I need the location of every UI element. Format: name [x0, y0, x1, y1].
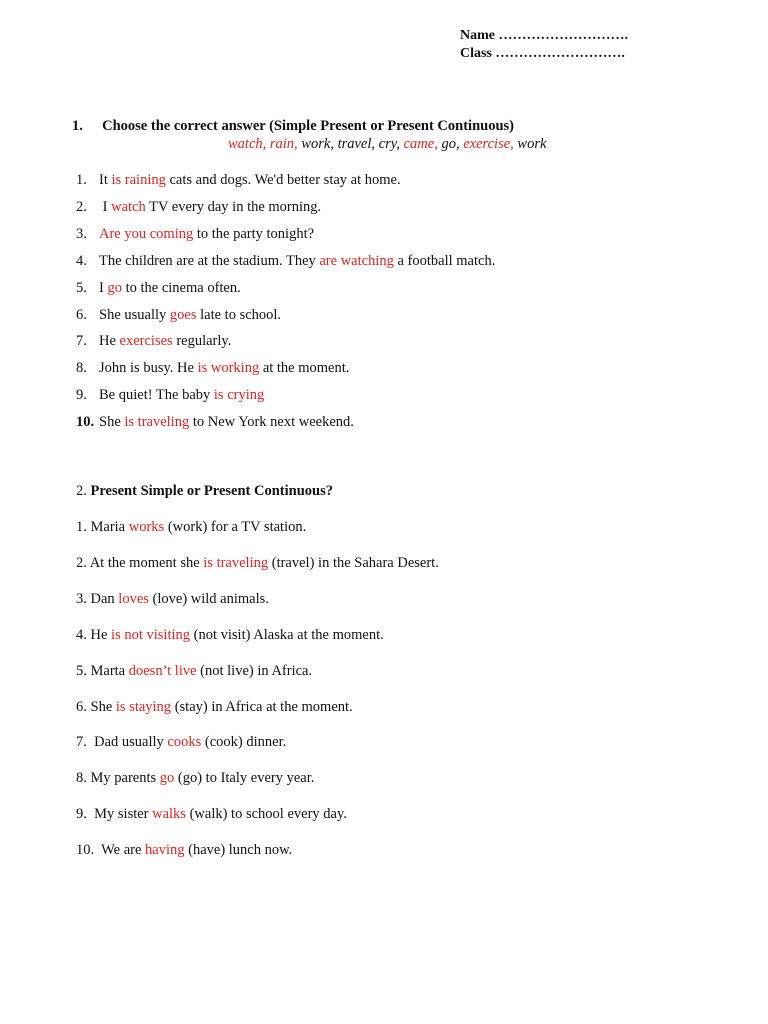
exercise-item — [76, 387, 264, 404]
item-text-before: Marta — [90, 662, 129, 679]
exercise-item — [76, 627, 384, 644]
exercise-item — [76, 307, 281, 324]
item-text-after: cats and dogs. We'd better stay at home. — [165, 172, 401, 188]
item-number: 10. — [76, 414, 95, 431]
exercise-item — [76, 663, 312, 680]
exercise-item — [76, 699, 353, 716]
item-number: 4. — [76, 626, 87, 643]
section2-heading — [76, 483, 333, 500]
item-number: 7. — [76, 333, 87, 350]
item-text-before: My parents — [90, 770, 160, 787]
exercise-item — [76, 591, 269, 608]
item-text-after: to the cinema often. — [121, 279, 241, 296]
item-text-after: at the moment. — [259, 360, 350, 377]
item-number: 2. — [76, 554, 87, 571]
exercise-item — [76, 333, 231, 350]
item-answer: goes — [169, 306, 197, 323]
item-answer: walks — [152, 806, 186, 823]
item-number: 1. — [76, 172, 87, 188]
item-text-before: At the moment she — [89, 554, 204, 571]
item-text-before: Dan — [90, 590, 119, 607]
item-answer: cooks — [167, 734, 202, 751]
item-number: 8. — [76, 770, 87, 787]
item-text-before: The children are at the stadium. They — [99, 252, 320, 269]
item-number: 9. — [76, 806, 87, 823]
item-text-before: She — [90, 698, 116, 715]
item-text-after: (work) for a TV station. — [164, 519, 307, 535]
item-answer: having — [145, 842, 185, 859]
item-number: 3. — [76, 590, 87, 607]
item-text-after: (walk) to school every day. — [185, 806, 347, 823]
item-answer: is working — [197, 360, 260, 377]
item-number: 2. — [76, 198, 87, 215]
word-bank-item: exercise, — [463, 136, 514, 152]
item-text-before: He — [99, 333, 120, 350]
item-number: 7. — [76, 734, 87, 751]
item-number: 9. — [76, 387, 87, 404]
item-text-after: (cook) dinner. — [201, 734, 287, 751]
item-text-after: (love) wild animals. — [148, 590, 269, 607]
name-field: Name ………………………. — [460, 28, 628, 43]
item-text-after: regularly. — [172, 333, 232, 350]
item-number: 6. — [76, 306, 87, 323]
item-text-after: late to school. — [196, 306, 282, 323]
word-bank-item: travel, — [337, 136, 376, 152]
exercise-item — [76, 555, 439, 572]
item-answer: is crying — [213, 387, 265, 404]
item-number: 10. — [76, 842, 95, 859]
item-answer: is not visiting — [111, 626, 191, 643]
exercise-item — [76, 199, 321, 216]
item-number: 5. — [76, 279, 87, 296]
item-text-before: I — [99, 279, 108, 296]
item-text-before: He — [90, 626, 112, 643]
section1-heading — [72, 118, 514, 135]
exercise-item — [76, 734, 286, 751]
exercise-item — [76, 360, 349, 377]
item-number: 4. — [76, 252, 87, 269]
item-text-before: Be quiet! The baby — [99, 387, 214, 404]
item-text-after: a football match. — [393, 252, 496, 269]
exercise-item — [76, 414, 354, 431]
item-answer: is staying — [115, 698, 172, 715]
item-number: 5. — [76, 662, 87, 679]
word-bank-item: work — [517, 136, 547, 152]
item-text-after: to the party tonight? — [193, 225, 315, 242]
class-field: Class ………………………. — [460, 46, 625, 61]
word-bank-item: watch, — [228, 136, 267, 152]
word-bank-item: cry, — [378, 136, 400, 152]
section2-number: 2. — [76, 483, 87, 499]
exercise-item — [76, 842, 292, 859]
item-answer: exercises — [119, 333, 173, 350]
item-number: 8. — [76, 360, 87, 377]
item-number: 6. — [76, 698, 87, 715]
exercise-item — [76, 253, 495, 270]
exercise-item — [76, 806, 347, 823]
item-text-after: (not live) in Africa. — [196, 662, 313, 679]
word-bank-item: go, — [441, 136, 460, 152]
item-text-before: John is busy. He — [99, 360, 198, 377]
section2-title: Present Simple or Present Continuous? — [90, 483, 333, 499]
item-answer: is traveling — [203, 554, 269, 571]
item-text-before: My sister — [90, 806, 153, 823]
item-text-before: We are — [97, 842, 146, 859]
section1-number: 1. — [72, 118, 83, 134]
exercise-item — [76, 226, 314, 243]
item-text-before: Maria — [90, 519, 129, 535]
item-answer: are watching — [319, 252, 394, 269]
item-text-before: She — [99, 414, 125, 431]
exercise-item — [76, 519, 306, 536]
item-text-after: TV every day in the morning. — [145, 198, 322, 215]
item-answer: watch — [111, 198, 146, 215]
item-answer: go — [107, 279, 122, 296]
item-text-after: (have) lunch now. — [184, 842, 293, 859]
exercise-item — [76, 172, 401, 189]
item-answer: is traveling — [124, 414, 190, 431]
item-answer: Are you coming — [99, 225, 194, 242]
item-text-after: (travel) in the Sahara Desert. — [268, 554, 439, 571]
item-text-before: I — [99, 198, 112, 215]
item-answer: works — [128, 519, 165, 535]
item-text-before: Dad usually — [90, 734, 168, 751]
item-text-before: She usually — [99, 306, 170, 323]
item-answer: doesn’t live — [128, 662, 197, 679]
item-number: 3. — [76, 225, 87, 242]
item-answer: loves — [118, 590, 149, 607]
item-answer: is raining — [111, 172, 166, 188]
item-text-before: It — [99, 172, 112, 188]
item-text-after: (go) to Italy every year. — [174, 770, 315, 787]
section1-title: Choose the correct answer (Simple Present or Present Continuous) — [102, 118, 514, 134]
word-bank — [228, 136, 546, 153]
item-text-after: (stay) in Africa at the moment. — [171, 698, 353, 715]
word-bank-item: came, — [403, 136, 438, 152]
word-bank-item: rain, — [269, 136, 298, 152]
item-text-after: (not visit) Alaska at the moment. — [190, 626, 384, 643]
item-number: 1. — [76, 519, 87, 535]
item-text-after: to New York next weekend. — [189, 414, 354, 431]
exercise-item — [76, 280, 241, 297]
exercise-item — [76, 770, 314, 787]
item-answer: go — [159, 770, 175, 787]
word-bank-item: work, — [301, 136, 334, 152]
